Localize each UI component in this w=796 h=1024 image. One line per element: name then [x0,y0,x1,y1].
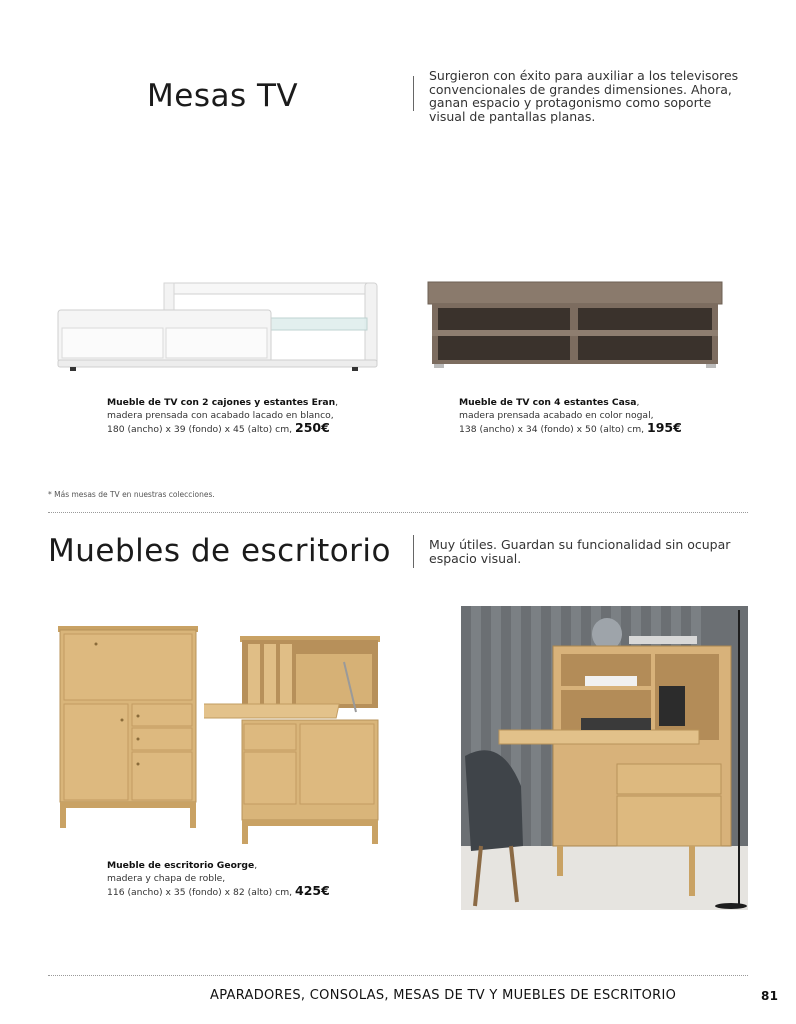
intro-line: convencionales de grandes dimensiones. Ahora, [429,81,732,97]
intro-line: Muy útiles. Guardan su funcionalidad sin ocupar [429,537,731,552]
product-desc: madera prensada con acabado lacado en blanco, [107,409,334,421]
product-dims: 116 (ancho) x 35 (fondo) x 82 (alto) cm, [107,887,293,898]
intro-line: visual de pantallas planas. [429,108,596,124]
product-dims: 138 (ancho) x 34 (fondo) x 50 (alto) cm, [459,424,645,435]
product-image-tv-eran [52,280,382,375]
section-intro-desk [429,538,730,565]
intro-line: espacio visual. [429,550,522,566]
section-title-desk: Muebles de escritorio [48,533,392,569]
product-price: 195€ [647,420,682,435]
product-image-tv-casa [426,280,726,370]
product-desc: madera prensada acabado en color nogal, [459,409,654,421]
product-photo-desk-room [461,606,748,910]
page-number: 81 [761,989,779,1003]
footer-separator [48,975,748,976]
product-caption-casa: Mueble de TV con 4 estantes Casa, madera prensada acabado en color nogal, 138 (ancho) x 34 (fondo) x 50 (alto) cm, 195€ [459,397,682,435]
intro-line: ganan espacio y protagonismo como soporte [429,95,712,110]
section-intro-tv [429,69,738,123]
footer-title: APARADORES, CONSOLAS, MESAS DE TV Y MUEBLES DE ESCRITORIO [210,988,677,1003]
product-image-desk-closed [56,624,202,830]
intro-line: Surgieron con éxito para auxiliar a los televisores [429,68,739,83]
product-price: 425€ [295,883,330,898]
section-separator [48,512,748,513]
footnote: * Más mesas de TV en nuestras colecciones. [48,490,215,499]
product-name: Mueble de TV con 4 estantes Casa [459,397,637,408]
product-name: Mueble de TV con 2 cajones y estantes Eran [107,397,336,408]
product-name: Mueble de escritorio George [107,860,255,871]
divider [413,535,414,568]
section-title-tv: Mesas TV [147,78,299,114]
product-caption-eran: Mueble de TV con 2 cajones y estantes Eran, madera prensada con acabado lacado en blanco, 180 (ancho) x 39 (fondo) x 45 (alto) cm, 250€ [107,397,339,435]
divider [413,76,414,111]
product-desc: madera y chapa de roble, [107,872,226,884]
product-caption-george: Mueble de escritorio George, madera y chapa de roble, 116 (ancho) x 35 (fondo) x 82 (alto) cm, 425€ [107,860,330,898]
product-dims: 180 (ancho) x 39 (fondo) x 45 (alto) cm, [107,424,293,435]
product-image-desk-open [204,634,384,846]
product-price: 250€ [295,420,330,435]
